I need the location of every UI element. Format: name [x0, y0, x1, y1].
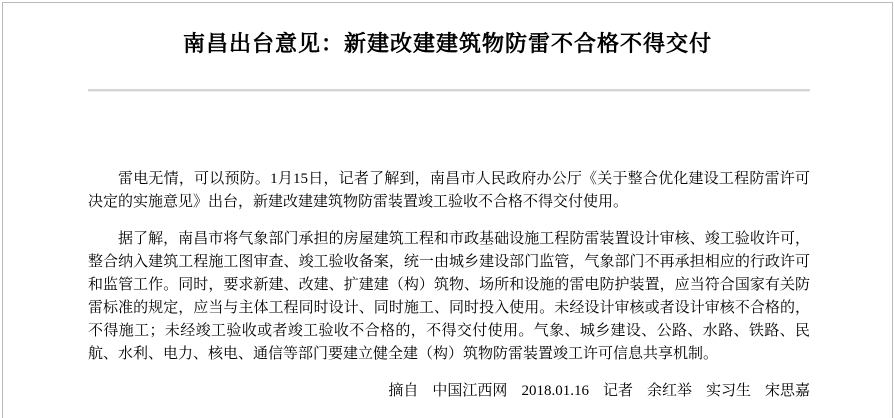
byline	[88, 380, 810, 403]
byline-intern-name: 宋思嘉	[764, 383, 810, 399]
article-paragraph: 雷电无情，可以预防。1月15日，记者了解到，南昌市人民政府办公厅《关于整合优化建设工程防雷许可决定的实施意见》出台，新建改建建筑物防雷装置竣工验收不合格不得交付使用。	[88, 171, 810, 210]
title-divider	[88, 89, 810, 92]
byline-source-label: 摘自	[388, 383, 419, 399]
byline-source: 中国江西网	[432, 383, 508, 399]
byline-intern-label: 实习生	[705, 383, 751, 399]
byline-reporter-name: 余红举	[646, 383, 692, 399]
page-title: 南昌出台意见：新建改建建筑物防雷不合格不得交付	[182, 31, 712, 56]
byline-date: 2018.01.16	[521, 383, 589, 399]
article-paragraph: 据了解，南昌市将气象部门承担的房屋建筑工程和市政基础设施工程防雷装置设计审核、竣工验收许可，整合纳入建筑工程施工图审查、竣工验收备案，统一由城乡建设部门监管，气象部门不再承担相应的行政许可和监管工作。同时，要求新建、改建、扩建建（构）筑物、场所和设施的雷电防护装置，应当符合国家有关防雷标准的规定，应当与主体工程同时设计、同时施工、同时投入使用。未经设计审核或者设计审核不合格的，不得施工；未经竣工验收或者竣工验收不合格的，不得交付使用。气象、城乡建设、公路、水路、铁路、民航、水利、电力、核电、通信等部门要建立健全建（构）筑物防雷装置竣工许可信息共享机制。	[88, 231, 810, 362]
byline-reporter-label: 记者	[602, 383, 633, 399]
article-body	[88, 168, 810, 366]
article-page	[2, 2, 893, 418]
